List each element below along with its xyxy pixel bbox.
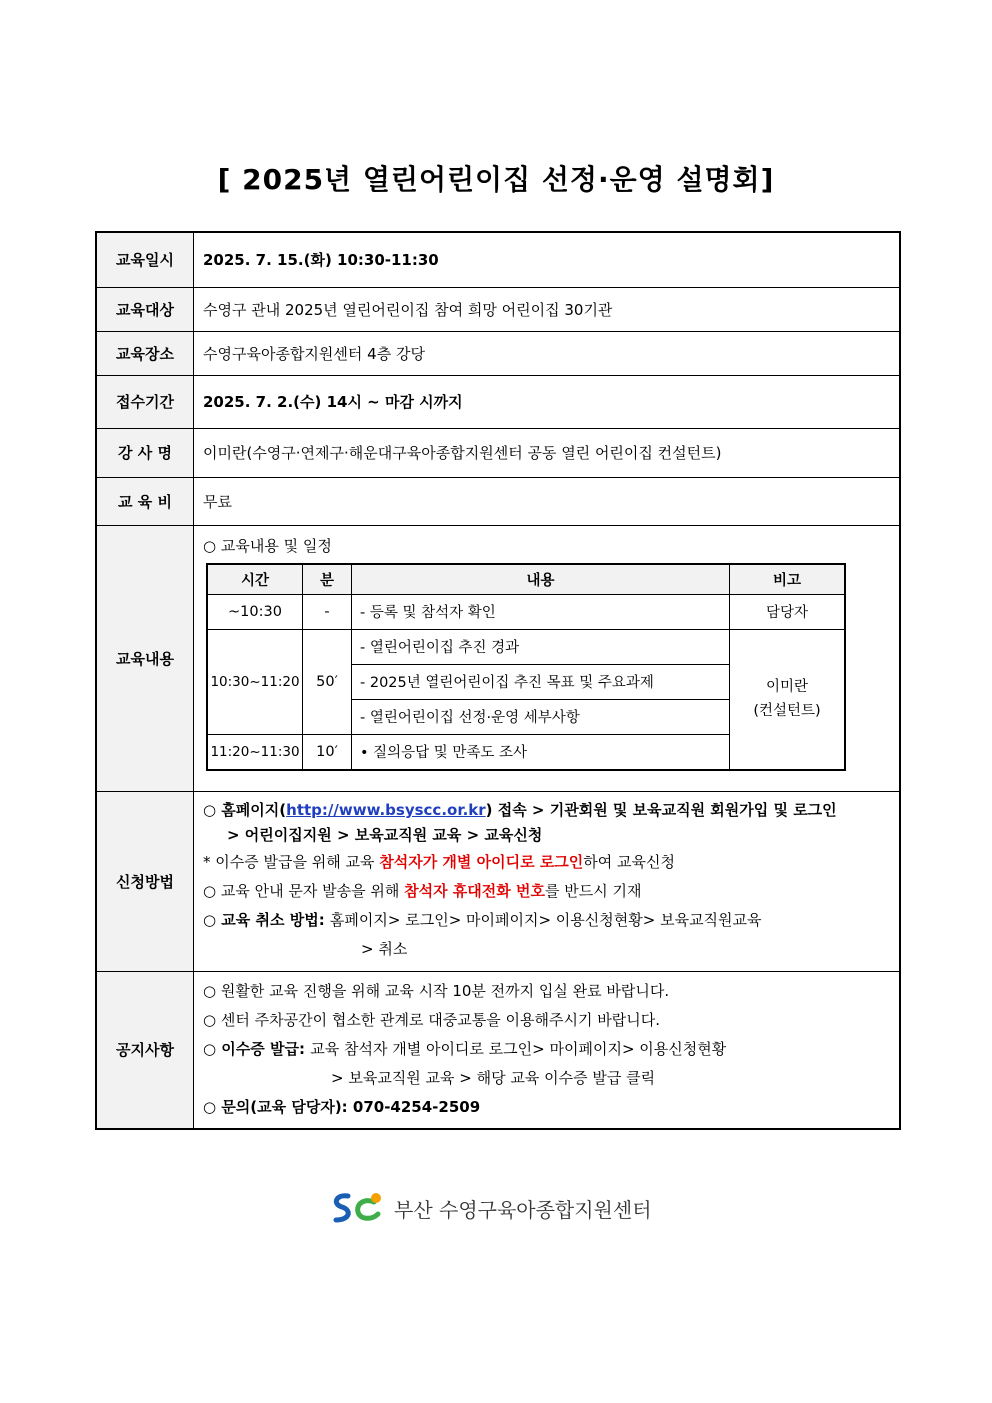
row-instructor: [96, 428, 900, 477]
row-apply: [96, 791, 900, 971]
row-date: [96, 232, 900, 287]
schedule-note: [730, 629, 846, 770]
apply-highlight: 참석자 휴대전화 번호: [404, 882, 545, 900]
row-place: [96, 331, 900, 375]
value-instructor: 이미란(수영구·연제구·해운대구육아종합지원센터 공동 열린 어린이집 컨설턴트): [194, 428, 901, 477]
value-target: 수영구 관내 2025년 열린어린이집 참여 희망 어린이집 30기관: [194, 287, 901, 331]
apply-text: 하여 교육신청: [583, 853, 676, 871]
schedule-time: 10:30~11:20: [207, 629, 303, 734]
label-apply: 신청방법: [96, 791, 194, 971]
schedule-minutes: 50′: [303, 629, 352, 734]
row-period: [96, 375, 900, 428]
label-place: 교육장소: [96, 331, 194, 375]
info-table: [95, 231, 901, 1130]
notice-line-1: ○ 원활한 교육 진행을 위해 교육 시작 10분 전까지 입실 완료 바랍니다.: [203, 982, 670, 1001]
label-period: 접수기간: [96, 375, 194, 428]
apply-text: * 이수증 발급을 위해 교육: [203, 853, 380, 871]
schedule-header: [207, 564, 845, 595]
apply-line-3: [203, 848, 899, 877]
row-fee: [96, 477, 900, 525]
header-time: 시간: [207, 564, 303, 595]
content-heading: ○ 교육내용 및 일정: [203, 536, 332, 555]
apply-line-1: [203, 798, 899, 823]
notice-line-2: ○ 센터 주차공간이 협소한 관계로 대중교통을 이용해주시기 바랍니다.: [203, 1011, 660, 1030]
header-content: 내용: [352, 564, 730, 595]
note-name: 이미란: [765, 679, 809, 695]
schedule-item: • 질의응답 및 만족도 조사: [352, 734, 730, 770]
schedule-note: 담당자: [730, 594, 846, 629]
apply-text: ○ 교육 안내 문자 발송을 위해: [203, 882, 405, 900]
footer-org-name: 부산 수영구육아종합지원센터: [394, 1197, 652, 1222]
value-date: 2025. 7. 15.(화) 10:30-11:30: [194, 232, 901, 287]
notice-line-4: > 보육교직원 교육 > 해당 교육 이수증 발급 클릭: [331, 1069, 656, 1088]
label-target: 교육대상: [96, 287, 194, 331]
label-content: 교육내용: [96, 525, 194, 791]
label-instructor: 강 사 명: [96, 428, 194, 477]
apply-text: ) 접속 > 기관회원 및 보육교직원 회원가입 및 로그인: [485, 801, 837, 819]
notice-line-5: ○ 문의(교육 담당자): 070-4254-2509: [203, 1098, 481, 1117]
schedule-item: - 2025년 열린어린이집 추진 목표 및 주요과제: [352, 664, 730, 699]
schedule-minutes: 10′: [303, 734, 352, 770]
value-apply: [194, 791, 901, 971]
notice-text: ○ 이수증 발급:: [203, 1040, 311, 1059]
schedule-item: - 열린어린이집 선정·운영 세부사항: [352, 699, 730, 734]
schedule-row: [207, 594, 845, 629]
apply-line-4: [203, 877, 899, 906]
schedule-time: ~10:30: [207, 594, 303, 629]
header-note: 비고: [730, 564, 846, 595]
schedule-table: [206, 563, 846, 771]
notice-line-3: [203, 1035, 899, 1064]
value-notice: [194, 971, 901, 1129]
row-content: [96, 525, 900, 791]
apply-text: ○ 교육 취소 방법:: [203, 911, 330, 929]
schedule-item: - 등록 및 참석자 확인: [352, 594, 730, 629]
apply-text: 홈페이지> 로그인> 마이페이지> 이용신청현황> 보육교직원교육: [329, 911, 762, 929]
notice-text: 교육 참석자 개별 아이디로 로그인> 마이페이지> 이용신청현황: [310, 1040, 727, 1059]
value-content: [194, 525, 901, 791]
homepage-link[interactable]: http://www.bsyscc.or.kr: [286, 801, 486, 819]
apply-line-6: > 취소: [361, 940, 408, 958]
schedule-time: 11:20~11:30: [207, 734, 303, 770]
apply-line-2: > 어린이집지원 > 보육교직원 교육 > 교육신청: [227, 826, 543, 844]
schedule-item: - 열린어린이집 추진 경과: [352, 629, 730, 664]
note-role: (컨설턴트): [753, 703, 821, 719]
row-target: [96, 287, 900, 331]
value-fee: 무료: [194, 477, 901, 525]
apply-line-5: [203, 906, 899, 935]
schedule-row: [207, 629, 845, 664]
value-place: 수영구육아종합지원센터 4층 강당: [194, 331, 901, 375]
footer: [330, 1190, 652, 1226]
apply-text: ○ 홈페이지(: [203, 801, 287, 819]
page-title: [ 2025년 열린어린이집 선정·운영 설명회]: [217, 163, 775, 196]
label-notice: 공지사항: [96, 971, 194, 1129]
schedule-minutes: -: [303, 594, 352, 629]
apply-text: 를 반드시 기재: [544, 882, 642, 900]
value-period: 2025. 7. 2.(수) 14시 ~ 마감 시까지: [194, 375, 901, 428]
sc-logo-icon: [330, 1190, 386, 1226]
apply-highlight: 참석자가 개별 아이디로 로그인: [379, 853, 584, 871]
row-notice: [96, 971, 900, 1129]
label-date: 교육일시: [96, 232, 194, 287]
header-minutes: 분: [303, 564, 352, 595]
label-fee: 교 육 비: [96, 477, 194, 525]
